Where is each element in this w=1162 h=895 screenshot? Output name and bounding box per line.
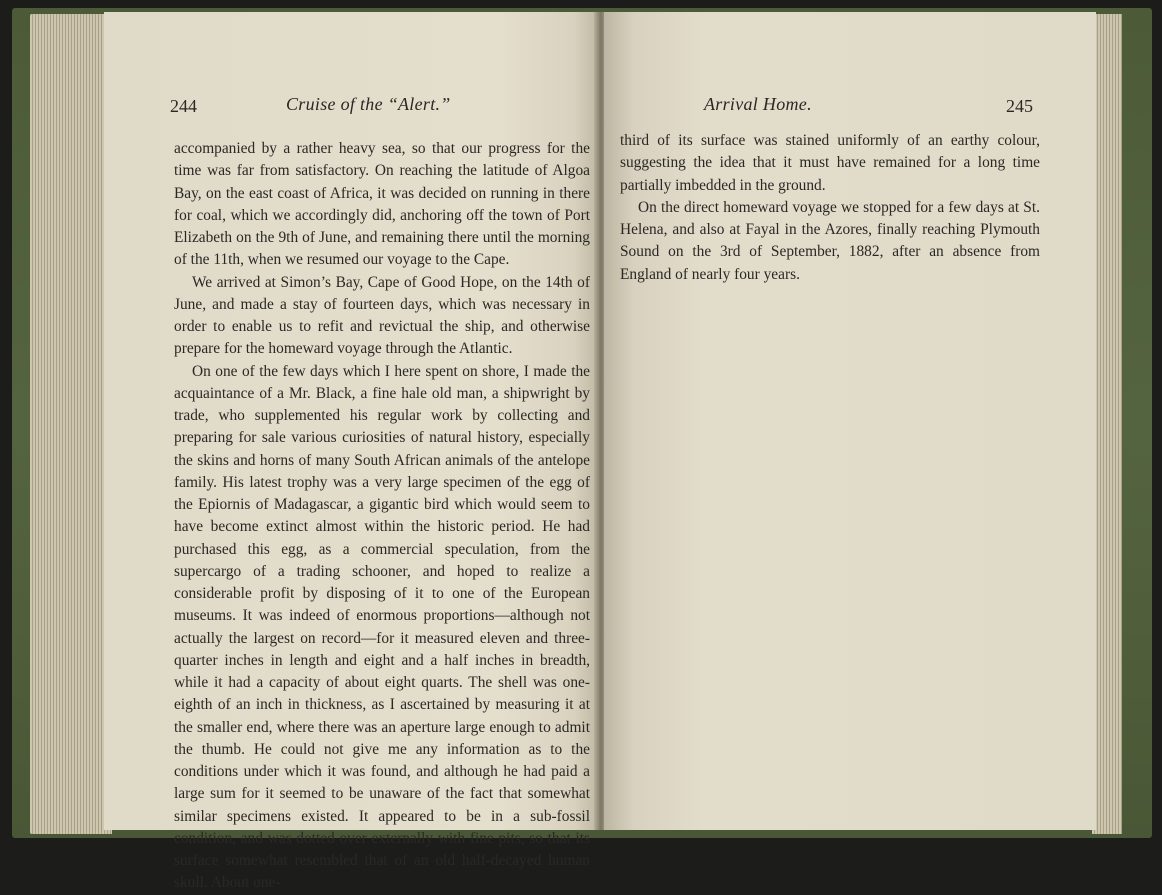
right-paragraph-1: third of its surface was stained uniformly of an earthy colour, suggesting the idea that it must have remained for a long time partially imbedded in the ground. xyxy=(620,132,1040,194)
right-page-text xyxy=(620,130,1040,286)
right-page-number: 245 xyxy=(1006,96,1033,116)
right-paragraph-2: On the direct homeward voyage we stopped for a few days at St. Helena, and also at Fayal in the Azores, finally reaching Plymouth Sound on the 3rd of September, 1882, after an absence from England of nearly four years. xyxy=(620,198,1040,283)
right-page xyxy=(604,12,1096,830)
left-page-number: 244 xyxy=(170,96,197,116)
right-page-edges xyxy=(1092,14,1122,834)
left-page-edges xyxy=(30,14,112,834)
left-paragraph-3: On one of the few days which I here spent on shore, I made the acquaintance of a Mr. Black, a fine hale old man, a shipwright by trade, who supplemented his regular work by collecting and preparing for sale various curiosities of natural history, especially the skins and horns of many South African animals of the antelope family. His latest trophy was a very large specimen of the egg of the Epiornis of Madagascar, a gigantic bird which would seem to have become extinct almost within the historic period. He had purchased this egg, as a commercial speculation, from the supercargo of a trading schooner, and hoped to realize a considerable profit by disposing of it to one of the European museums. It was indeed of enormous proportions—although not actually the largest on record—for it measured eleven and three-quarter inches in length and eight and a half inches in breadth, while it had a capacity of about eight quarts. The shell was one-eighth of an inch in thickness, as I ascertained by measuring it at the smaller end, where there was an aperture large enough to admit the thumb. He could not give me any information as to the conditions under which it was found, and although he had paid a large sum for it seemed to be unaware of the fact that somewhat similar specimens existed. It appeared to be in a sub-fossil condition, and was dotted over externally with fine pits, so that its surface somewhat resembled that of an old half-decayed human skull. About one- xyxy=(174,362,590,892)
right-running-head: Arrival Home. xyxy=(704,94,812,114)
left-page xyxy=(104,12,598,892)
left-page-text xyxy=(174,138,590,895)
left-running-head: Cruise of the “Alert.” xyxy=(286,94,451,114)
left-paragraph-1: accompanied by a rather heavy sea, so that our progress for the time was far from satisfactory. On reaching the latitude of Algoa Bay, on the east coast of Africa, it was decided on running in there for coal, which we accordingly did, anchoring off the town of Port Elizabeth on the 9th of June, and remaining there until the morning of the 11th, when we resumed our voyage to the Cape. xyxy=(174,140,590,269)
left-paragraph-2: We arrived at Simon’s Bay, Cape of Good Hope, on the 14th of June, and made a stay of fourteen days, which was necessary in order to enable us to refit and revictual the ship, and otherwise prepare for the homeward voyage through the Atlantic. xyxy=(174,273,590,358)
